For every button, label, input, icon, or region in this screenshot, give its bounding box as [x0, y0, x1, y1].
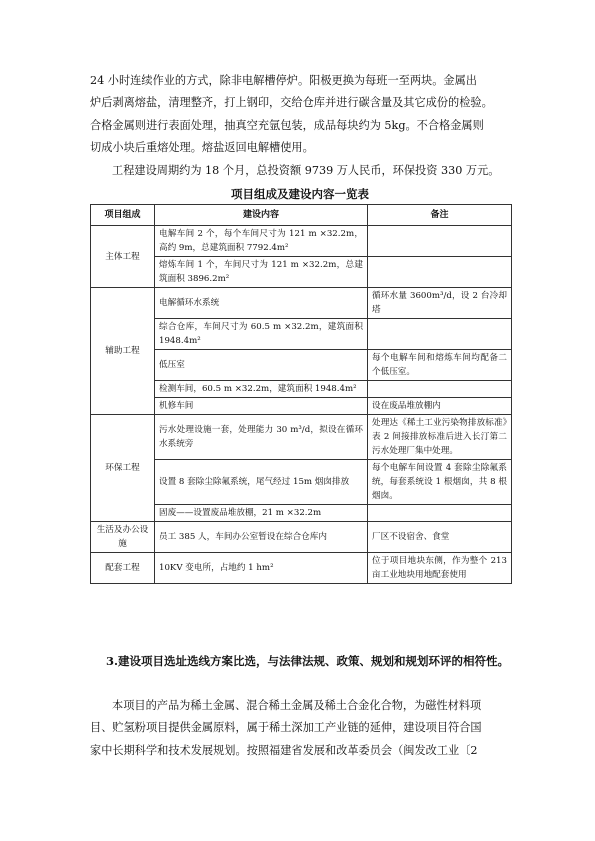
content-cell: 电解循环水系统	[155, 288, 368, 319]
content-cell: 员工 385 人，车间办公室暂设在综合仓库内	[155, 522, 368, 553]
table-row	[91, 398, 512, 415]
group-cell: 配套工程	[91, 553, 155, 584]
note-cell: 每个电解车间和熔炼车间均配备二个低压室。	[368, 350, 512, 381]
note-cell: 处理达《稀土工业污染物排放标准》表 2 间接排放标准后进入长汀第二污水处理厂集中处理。	[368, 415, 512, 460]
table-row	[91, 319, 512, 350]
table-row	[91, 522, 512, 553]
note-cell	[368, 319, 512, 350]
group-cell: 辅助工程	[91, 288, 155, 415]
content-cell: 10KV 变电所，占地约 1 hm²	[155, 553, 368, 584]
note-cell: 厂区不设宿舍、食堂	[368, 522, 512, 553]
content-cell: 检测车间，60.5 m ×32.2m，建筑面积 1948.4m²	[155, 381, 368, 398]
text-line: 炉后剥离熔盐，清理整齐，打上钢印，交给仓库并进行碳含量及其它成份的检验。	[90, 96, 493, 110]
content-cell: 熔炼车间 1 个，车间尺寸为 121 m ×32.2m，总建筑面积 3896.2m²	[155, 257, 368, 288]
note-cell	[368, 505, 512, 522]
table-row	[91, 381, 512, 398]
table-row	[91, 460, 512, 505]
top-paragraph	[90, 70, 510, 182]
table-caption: 项目组成及建设内容一览表	[231, 187, 369, 201]
group-cell: 环保工程	[91, 415, 155, 522]
table-row	[91, 350, 512, 381]
content-cell: 机修车间	[155, 398, 368, 415]
section-heading: 3.建设项目选址选线方案比选，与法律法规、政策、规划和规划环评的相符性。	[106, 654, 510, 668]
header-content: 建设内容	[155, 205, 368, 226]
text-line: 本项目的产品为稀土金属、混合稀土金属及稀土合金化合物，为磁性材料项	[112, 699, 482, 712]
text-line: 目、贮氢粉项目提供金属原料，属于稀土深加工产业链的延伸，建设项目符合国	[90, 721, 482, 735]
text-line: 家中长期科学和技术发展规划。按照福建省发展和改革委员会（闽发改工业〔2	[90, 743, 478, 757]
table-row	[91, 553, 512, 584]
note-cell	[368, 257, 512, 288]
section-paragraph	[90, 695, 510, 762]
content-cell: 固废——设置废品堆放棚，21 m ×32.2m	[155, 505, 368, 522]
note-cell: 每个电解车间设置 4 套除尘除氟系统，每套系统设 1 根烟囱，共 8 根烟囱。	[368, 460, 512, 505]
table-row	[91, 288, 512, 319]
content-cell: 污水处理设施一套，处理能力 30 m³/d，拟设在循环水系统旁	[155, 415, 368, 460]
group-cell: 生活及办公设施	[91, 522, 155, 553]
text-line: 24 小时连续作业的方式，除非电解槽停炉。阳极更换为每班一至两块。金属出	[90, 74, 477, 87]
project-composition-table	[90, 204, 512, 584]
content-cell: 设置 8 套除尘除氟系统，尾气经过 15m 烟囱排放	[155, 460, 368, 505]
table-row	[91, 415, 512, 460]
note-cell	[368, 226, 512, 257]
text-line: 工程建设周期约为 18 个月，总投资额 9739 万人民币，环保投资 330 万元。	[112, 163, 500, 177]
text-line: 合格金属则进行表面处理，抽真空充氩包装，成品每块约为 5kg。不合格金属则	[90, 118, 484, 132]
content-cell: 低压室	[155, 350, 368, 381]
table-header-row	[91, 205, 512, 226]
note-cell	[368, 381, 512, 398]
content-cell: 综合仓库，车间尺寸为 60.5 m ×32.2m，建筑面积 1948.4m²	[155, 319, 368, 350]
table-row	[91, 226, 512, 257]
content-cell: 电解车间 2 个，每个车间尺寸为 121 m ×32.2m，高约 9m，总建筑面积 7792.4m²	[155, 226, 368, 257]
note-cell: 设在废品堆放棚内	[368, 398, 512, 415]
table-row	[91, 505, 512, 522]
text-line: 切成小块后重熔处理。熔盐返回电解槽使用。	[90, 141, 314, 155]
header-group: 项目组成	[91, 205, 155, 226]
note-cell: 位于项目地块东侧，作为整个 213 亩工业地块用地配套使用	[368, 553, 512, 584]
group-cell: 主体工程	[91, 226, 155, 288]
note-cell: 循环水量 3600m³/d，设 2 台冷却塔	[368, 288, 512, 319]
header-note: 备注	[368, 205, 512, 226]
table-row	[91, 257, 512, 288]
